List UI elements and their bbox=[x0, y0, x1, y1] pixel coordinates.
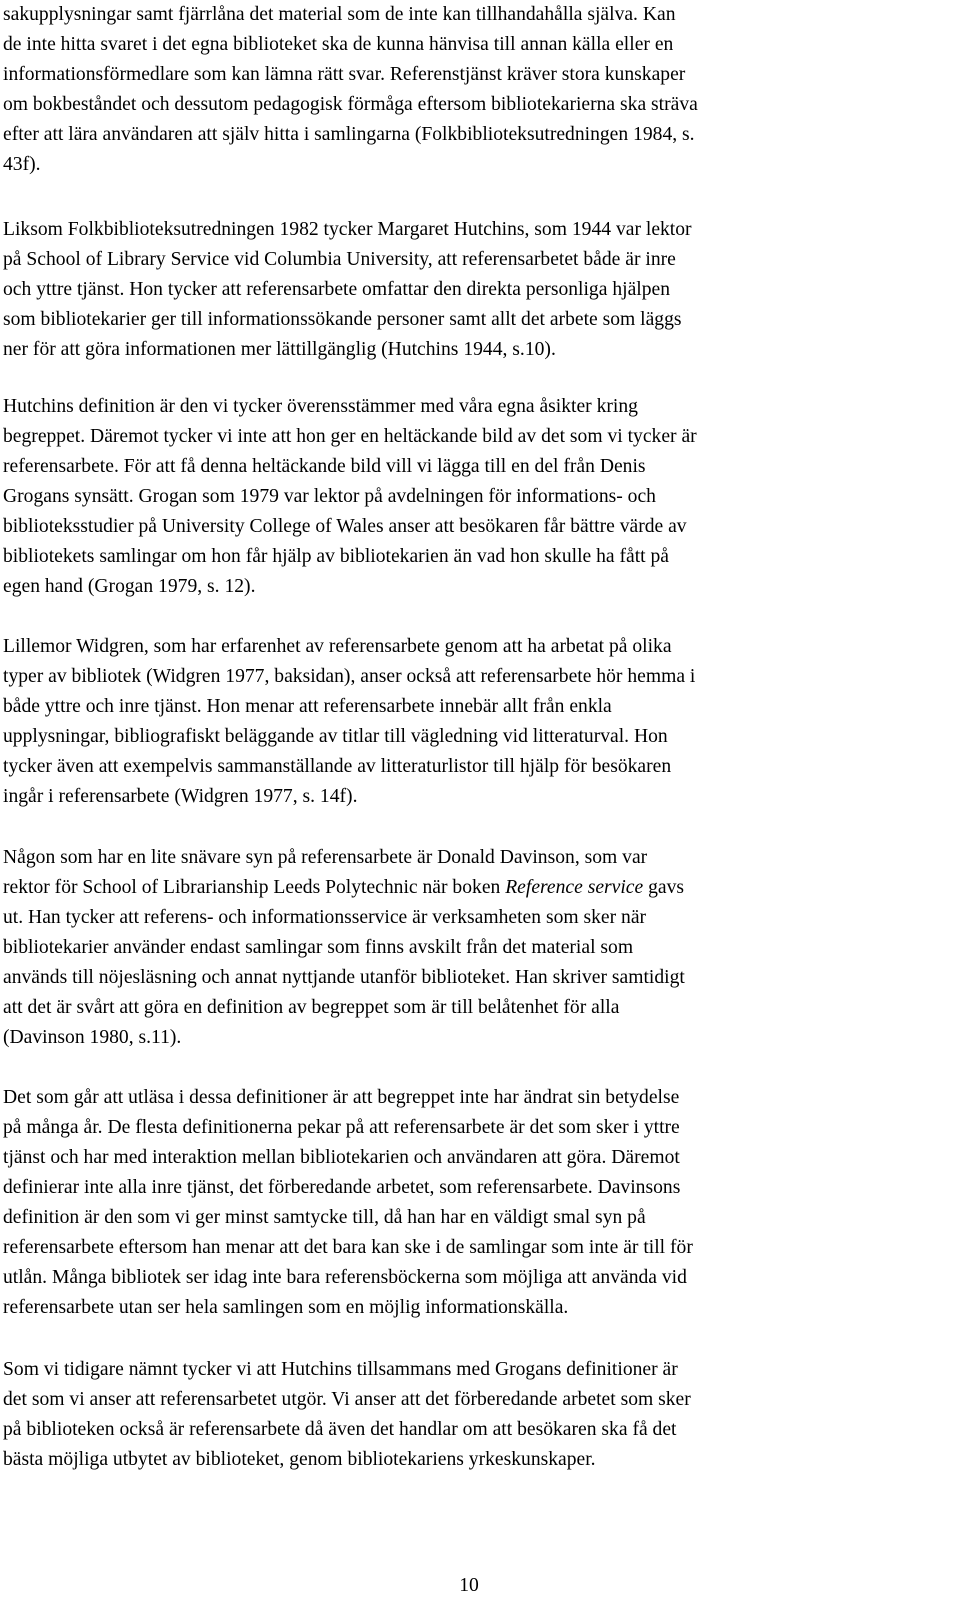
text-line: referensarbete utan ser hela samlingen som en möjlig informationskälla. bbox=[3, 1297, 569, 1318]
paragraph-6 bbox=[3, 1083, 935, 1323]
text-line: Som vi tidigare nämnt tycker vi att Hutchins tillsammans med Grogans definitioner är bbox=[3, 1359, 678, 1380]
text-line: på många år. De flesta definitionerna pekar på att referensarbete är det som sker i yttre bbox=[3, 1117, 680, 1138]
text-line: tjänst och har med interaktion mellan bibliotekarien och användaren att göra. Däremot bbox=[3, 1147, 680, 1168]
text-line: bibliotekets samlingar om hon får hjälp av bibliotekarien än vad hon skulle ha fått på bbox=[3, 546, 670, 567]
text-line: (Davinson 1980, s.11). bbox=[3, 1027, 182, 1048]
text-line: bibliotekarier använder endast samlingar som finns avskilt från det material som bbox=[3, 937, 634, 958]
text-line-with-title bbox=[3, 873, 935, 903]
paragraph-4 bbox=[3, 632, 935, 812]
text-line: Någon som har en lite snävare syn på referensarbete är Donald Davinson, som var bbox=[3, 847, 648, 868]
text-line: begreppet. Däremot tycker vi inte att hon ger en heltäckande bild av det som vi tycker är bbox=[3, 426, 697, 447]
text-line: på biblioteken också är referensarbete då även det handlar om att besökaren ska få det bbox=[3, 1419, 677, 1440]
text-segment: rektor för School of Librarianship Leeds Polytechnic när boken bbox=[3, 877, 506, 898]
text-line: de inte hitta svaret i det egna biblioteket ska de kunna hänvisa till annan källa eller en bbox=[3, 34, 674, 55]
text-line: bästa möjliga utbytet av biblioteket, genom bibliotekariens yrkeskunskaper. bbox=[3, 1449, 596, 1470]
text-line: 43f). bbox=[3, 154, 41, 175]
text-line: upplysningar, bibliografiskt beläggande av titlar till vägledning vid litteraturval. Hon bbox=[3, 726, 668, 747]
text-line: tycker även att exempelvis sammanställande av litteraturlistor till hjälp för besökaren bbox=[3, 756, 672, 777]
paragraph-1 bbox=[3, 0, 935, 180]
text-line: Hutchins definition är den vi tycker överensstämmer med våra egna åsikter kring bbox=[3, 396, 638, 417]
text-line: definierar inte alla inre tjänst, det förberedande arbetet, som referensarbete. Davinsons bbox=[3, 1177, 681, 1198]
text-line: definition är den som vi ger minst samtycke till, då han har en väldigt smal syn på bbox=[3, 1207, 646, 1228]
text-line: Lillemor Widgren, som har erfarenhet av referensarbete genom att ha arbetat på olika bbox=[3, 636, 672, 657]
page-number: 10 bbox=[459, 1575, 479, 1596]
text-line: efter att lära användaren att själv hitta i samlingarna (Folkbiblioteksutredningen 1984, s. bbox=[3, 124, 695, 145]
text-line: och yttre tjänst. Hon tycker att referensarbete omfattar den direkta personliga hjälpen bbox=[3, 279, 671, 300]
text-line: egen hand (Grogan 1979, s. 12). bbox=[3, 576, 256, 597]
text-line: sakupplysningar samt fjärrlåna det material som de inte kan tillhandahålla själva. Kan bbox=[3, 4, 676, 25]
text-line: referensarbete. För att få denna heltäckande bild vill vi lägga till en del från Denis bbox=[3, 456, 646, 477]
text-line: ner för att göra informationen mer lättillgänglig (Hutchins 1944, s.10). bbox=[3, 339, 556, 360]
paragraph-2 bbox=[3, 215, 935, 365]
text-line: typer av bibliotek (Widgren 1977, baksidan), anser också att referensarbete hör hemma i bbox=[3, 666, 696, 687]
text-line: utlån. Många bibliotek ser idag inte bara referensböckerna som möjliga att använda vid bbox=[3, 1267, 687, 1288]
text-line: både yttre och inre tjänst. Hon menar att referensarbete innebär allt från enkla bbox=[3, 696, 612, 717]
text-line: referensarbete eftersom han menar att det bara kan ske i de samlingar som inte är till för bbox=[3, 1237, 693, 1258]
paragraph-3 bbox=[3, 392, 935, 602]
text-line: på School of Library Service vid Columbia University, att referensarbetet både är inre bbox=[3, 249, 676, 270]
text-line: att det är svårt att göra en definition av begreppet som är till belåtenhet för alla bbox=[3, 997, 620, 1018]
text-line: om bokbeståndet och dessutom pedagogisk förmåga eftersom bibliotekarierna ska sträva bbox=[3, 94, 698, 115]
text-line: informationsförmedlare som kan lämna rätt svar. Referenstjänst kräver stora kunskaper bbox=[3, 64, 686, 85]
paragraph-5 bbox=[3, 843, 935, 1053]
text-line: Liksom Folkbiblioteksutredningen 1982 tycker Margaret Hutchins, som 1944 var lektor bbox=[3, 219, 692, 240]
text-line: ingår i referensarbete (Widgren 1977, s. 14f). bbox=[3, 786, 358, 807]
text-line: det som vi anser att referensarbetet utgör. Vi anser att det förberedande arbetet som sker bbox=[3, 1389, 691, 1410]
paragraph-7 bbox=[3, 1355, 935, 1475]
text-line: Det som går att utläsa i dessa definitioner är att begreppet inte har ändrat sin betydelse bbox=[3, 1087, 680, 1108]
text-segment: gavs bbox=[643, 877, 685, 898]
text-line: biblioteksstudier på University College of Wales anser att besökaren får bättre värde av bbox=[3, 516, 687, 537]
book-title-italic: Reference service bbox=[505, 877, 644, 898]
text-line: som bibliotekarier ger till informationssökande personer samt allt det arbete som läggs bbox=[3, 309, 682, 330]
text-line: ut. Han tycker att referens- och informationsservice är verksamheten som sker när bbox=[3, 907, 647, 928]
text-line: används till nöjesläsning och annat nyttjande utanför biblioteket. Han skriver samtidigt bbox=[3, 967, 685, 988]
text-line: Grogans synsätt. Grogan som 1979 var lektor på avdelningen för informations- och bbox=[3, 486, 656, 507]
